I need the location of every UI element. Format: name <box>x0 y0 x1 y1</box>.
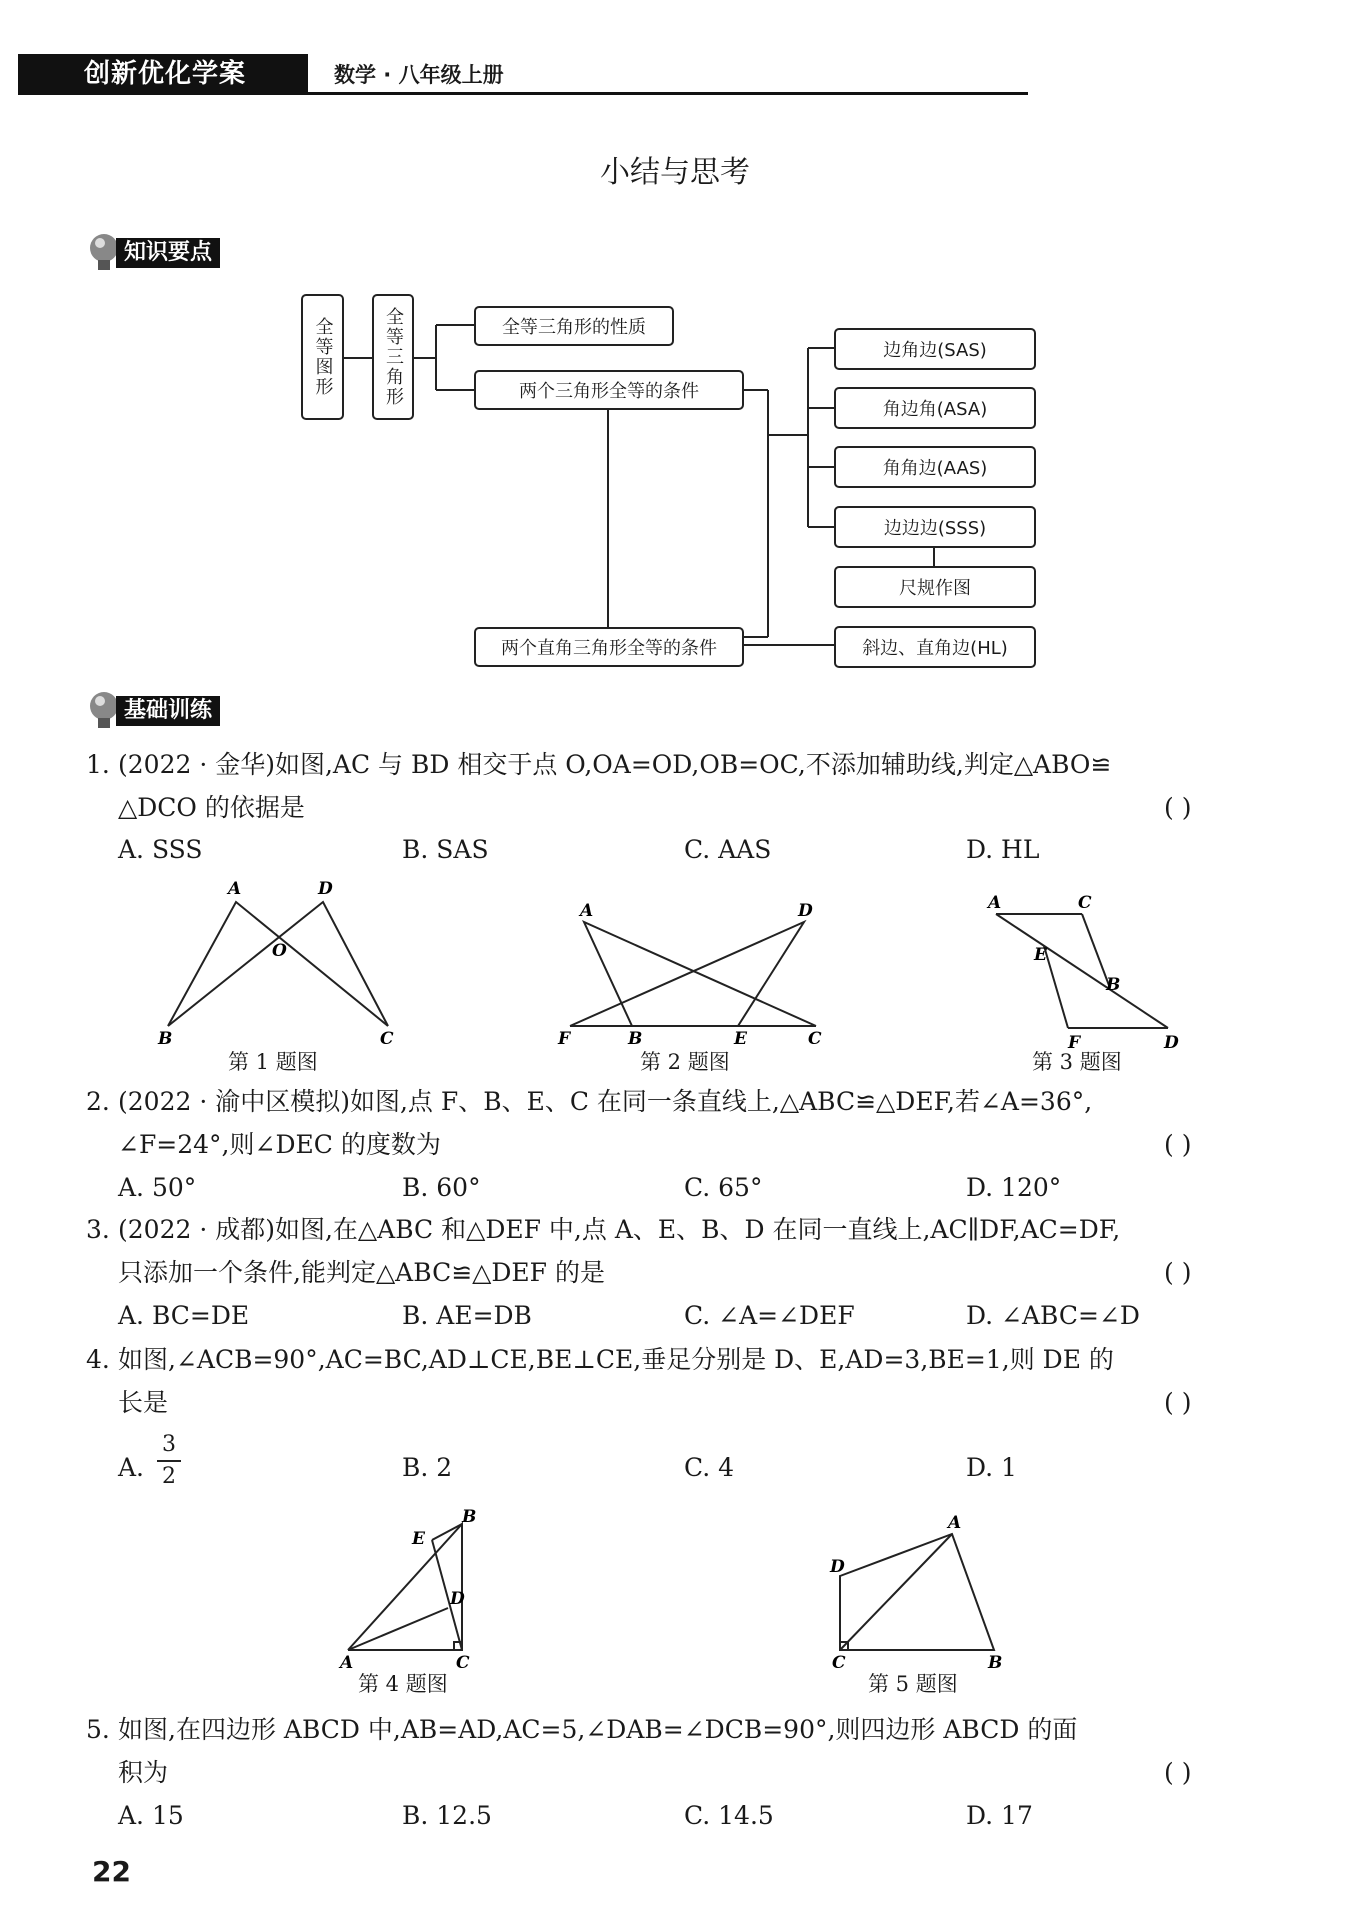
question-text: 积为 <box>118 1758 169 1787</box>
answer-blank[interactable]: ( ) <box>1164 1130 1192 1159</box>
question-text: ∠F=24°,则∠DEC 的度数为 <box>118 1130 441 1159</box>
figure-2 <box>548 896 838 1056</box>
question-text: (2022 · 金华)如图,AC 与 BD 相交于点 O,OA=OD,OB=OC,不添加辅助线,判定△ABO≌ <box>118 750 1112 779</box>
fig1-label-c: C <box>380 1029 394 1049</box>
section-basic <box>86 696 286 726</box>
choice[interactable]: C. 14.5 <box>684 1801 774 1830</box>
choice[interactable]: C. 4 <box>684 1453 735 1482</box>
fig3-label-b: B <box>1106 975 1121 995</box>
choice[interactable]: A. SSS <box>118 835 203 864</box>
fig2-label-e: E <box>734 1029 747 1049</box>
question-number: 4. <box>86 1345 110 1374</box>
fig1-label-o: O <box>272 941 287 961</box>
answer-blank[interactable]: ( ) <box>1164 1758 1192 1787</box>
choice[interactable]: D. 1 <box>966 1453 1017 1482</box>
question-number: 1. <box>86 750 110 779</box>
fig4-label-a: A <box>340 1653 354 1673</box>
answer-blank[interactable]: ( ) <box>1164 1258 1192 1287</box>
question-number: 2. <box>86 1087 110 1116</box>
question-text: 只添加一个条件,能判定△ABC≌△DEF 的是 <box>118 1258 605 1287</box>
choice[interactable]: D. 17 <box>966 1801 1033 1830</box>
choice[interactable]: A. 15 <box>118 1801 184 1830</box>
mindmap-hl: 斜边、直角边(HL) <box>834 626 1036 668</box>
figure-5 <box>826 1508 1006 1672</box>
fig3-label-d: D <box>1164 1033 1179 1053</box>
figure-3 <box>978 888 1198 1058</box>
fig2-label-a: A <box>580 901 594 921</box>
fraction-denominator: 2 <box>162 1464 176 1489</box>
mindmap-sss: 边边边(SSS) <box>834 506 1036 548</box>
question-text: 如图,∠ACB=90°,AC=BC,AD⊥CE,BE⊥CE,垂足分别是 D、E,AD=3,BE=1,则 DE 的 <box>118 1345 1114 1374</box>
fig4-label-b: B <box>462 1507 477 1527</box>
fig1-label-b: B <box>158 1029 173 1049</box>
choice[interactable]: B. 60° <box>402 1173 481 1202</box>
header-subject: 数学 · 八年级上册 <box>334 63 504 87</box>
fraction-bar <box>157 1460 181 1462</box>
fig3-label-f: F <box>1068 1033 1081 1053</box>
figure-2-caption: 第 2 题图 <box>640 1050 730 1074</box>
figure-3-caption: 第 3 题图 <box>1032 1050 1122 1074</box>
fig3-label-a: A <box>988 893 1002 913</box>
fig4-label-c: C <box>456 1653 470 1673</box>
fig2-label-d: D <box>798 901 813 921</box>
question-text: (2022 · 渝中区模拟)如图,点 F、B、E、C 在同一条直线上,△ABC≌△DEF,若∠A=36°, <box>118 1087 1093 1116</box>
fig3-label-c: C <box>1078 893 1092 913</box>
mindmap-properties: 全等三角形的性质 <box>474 306 674 346</box>
page-title: 小结与思考 <box>600 155 750 190</box>
mindmap-conditions: 两个三角形全等的条件 <box>474 370 744 410</box>
fig4-label-d: D <box>450 1589 465 1609</box>
figure-1-caption: 第 1 题图 <box>228 1050 318 1074</box>
fig5-label-a: A <box>948 1513 962 1533</box>
mindmap-asa: 角边角(ASA) <box>834 387 1036 429</box>
fraction <box>154 1432 184 1490</box>
mindmap-connectors <box>0 0 1350 700</box>
choice[interactable]: B. AE=DB <box>402 1301 532 1330</box>
fig5-label-b: B <box>988 1653 1003 1672</box>
section-knowledge-label: 知识要点 <box>116 238 220 268</box>
fig1-label-a: A <box>228 879 242 899</box>
fig2-label-c: C <box>808 1029 822 1049</box>
choice[interactable]: D. 120° <box>966 1173 1062 1202</box>
choice[interactable]: A. BC=DE <box>118 1301 250 1330</box>
page-number: 22 <box>92 1855 131 1888</box>
fraction-numerator: 3 <box>162 1432 176 1457</box>
choice[interactable]: C. ∠A=∠DEF <box>684 1301 855 1330</box>
figure-5-caption: 第 5 题图 <box>868 1672 958 1696</box>
figure-1 <box>140 876 420 1056</box>
fig5-label-c: C <box>832 1653 846 1672</box>
question-text: (2022 · 成都)如图,在△ABC 和△DEF 中,点 A、E、B、D 在同一直线上,AC∥DF,AC=DF, <box>118 1215 1121 1244</box>
question-number: 5. <box>86 1715 110 1744</box>
fig4-label-e: E <box>412 1529 425 1549</box>
answer-blank[interactable]: ( ) <box>1164 1388 1192 1417</box>
choice[interactable]: A. 50° <box>118 1173 197 1202</box>
choice[interactable]: B. SAS <box>402 835 489 864</box>
question-text: 如图,在四边形 ABCD 中,AB=AD,AC=5,∠DAB=∠DCB=90°,则四边形 ABCD 的面 <box>118 1715 1078 1744</box>
fig2-label-f: F <box>558 1029 571 1049</box>
choice[interactable]: C. 65° <box>684 1173 763 1202</box>
choice[interactable]: C. AAS <box>684 835 772 864</box>
header-brand: 创新优化学案 <box>84 59 247 89</box>
mindmap-sas: 边角边(SAS) <box>834 328 1036 370</box>
figure-4 <box>330 1504 490 1674</box>
choice[interactable]: B. 2 <box>402 1453 453 1482</box>
fig5-label-d: D <box>830 1557 845 1577</box>
fig3-label-e: E <box>1034 945 1047 965</box>
figure-4-caption: 第 4 题图 <box>358 1672 448 1696</box>
mindmap-aas: 角角边(AAS) <box>834 446 1036 488</box>
fig1-label-d: D <box>318 879 333 899</box>
section-basic-label: 基础训练 <box>116 696 220 726</box>
mindmap-right-conditions: 两个直角三角形全等的条件 <box>474 627 744 667</box>
answer-blank[interactable]: ( ) <box>1164 793 1192 822</box>
fig2-label-b: B <box>628 1029 643 1049</box>
mindmap-construction: 尺规作图 <box>834 566 1036 608</box>
mindmap-root: 全等图形 <box>301 294 344 420</box>
choice[interactable]: B. 12.5 <box>402 1801 492 1830</box>
question-text: △DCO 的依据是 <box>118 793 305 822</box>
question-number: 3. <box>86 1215 110 1244</box>
choice-a-prefix[interactable]: A. <box>118 1453 145 1482</box>
question-text: 长是 <box>118 1388 169 1417</box>
choice[interactable]: D. HL <box>966 835 1040 864</box>
mindmap-sub: 全等三角形 <box>372 294 414 420</box>
choice[interactable]: D. ∠ABC=∠D <box>966 1301 1140 1330</box>
